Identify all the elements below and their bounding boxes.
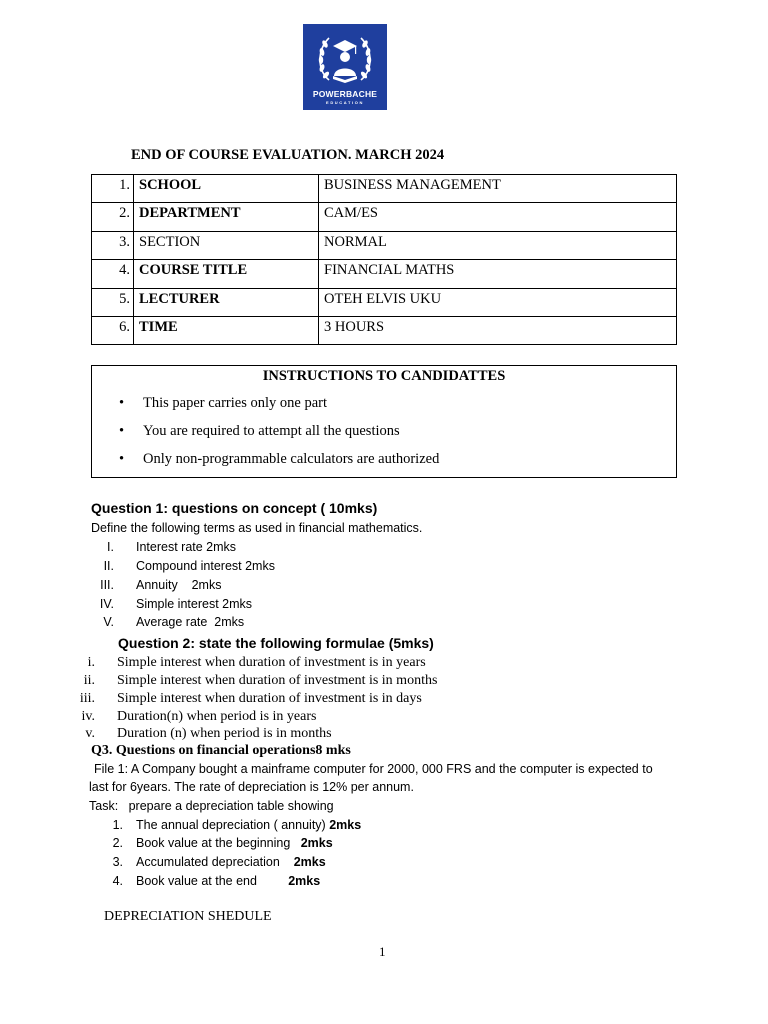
item-number: ii. bbox=[83, 673, 95, 688]
question-3-task: Task: prepare a depreciation table showing bbox=[89, 799, 334, 813]
list-item: • This paper carries only one part bbox=[119, 395, 327, 411]
list-item: Accumulated depreciation 2mks bbox=[136, 855, 326, 869]
row-number: 3. bbox=[92, 231, 134, 259]
item-number: V. bbox=[103, 615, 114, 629]
instructions-title: INSTRUCTIONS TO CANDIDATTES bbox=[262, 368, 506, 384]
logo-name: POWERBACHE bbox=[312, 89, 378, 99]
row-number: 4. bbox=[92, 260, 134, 288]
row-value: NORMAL bbox=[319, 231, 677, 259]
question-3-title: Q3. Questions on financial operations8 mks bbox=[91, 743, 351, 758]
question-3-file-line-2: last for 6years. The rate of depreciation is 12% per annum. bbox=[89, 780, 414, 794]
row-number: 1. bbox=[92, 175, 134, 203]
row-label: TIME bbox=[134, 316, 319, 344]
list-item: Book value at the beginning 2mks bbox=[136, 836, 333, 850]
row-number: 2. bbox=[92, 203, 134, 231]
list-item: Simple interest when duration of investment is in months bbox=[117, 673, 438, 688]
list-item: Interest rate 2mks bbox=[136, 540, 237, 554]
row-number: 6. bbox=[92, 316, 134, 344]
course-info-table bbox=[91, 174, 677, 345]
question-2-title: Question 2: state the following formulae (5mks) bbox=[118, 635, 434, 651]
list-item: • Only non-programmable calculators are authorized bbox=[119, 451, 440, 467]
item-number: iv. bbox=[81, 709, 95, 724]
item-number: iii. bbox=[79, 691, 95, 706]
question-1-intro: Define the following terms as used in financial mathematics. bbox=[91, 521, 423, 535]
row-number: 5. bbox=[92, 288, 134, 316]
row-value: BUSINESS MANAGEMENT bbox=[319, 175, 677, 203]
list-item: Simple interest when duration of investment is in years bbox=[117, 655, 426, 670]
row-label: COURSE TITLE bbox=[134, 260, 319, 288]
table-row bbox=[92, 316, 677, 344]
list-item: Simple interest when duration of investment is in days bbox=[117, 691, 422, 706]
row-label: SCHOOL bbox=[134, 175, 319, 203]
list-item: The annual depreciation ( annuity) 2mks bbox=[136, 818, 362, 832]
item-number: 3. bbox=[112, 855, 123, 869]
page-number: 1 bbox=[379, 944, 386, 959]
row-label: LECTURER bbox=[134, 288, 319, 316]
list-item: Average rate 2mks bbox=[136, 615, 245, 629]
logo-subtitle: EDUCATION bbox=[326, 100, 364, 105]
question-1-title: Question 1: questions on concept ( 10mks) bbox=[91, 500, 378, 516]
list-item: Duration (n) when period is in months bbox=[117, 726, 332, 741]
marks: 2mks bbox=[329, 818, 362, 832]
document-title: END OF COURSE EVALUATION. MARCH 2024 bbox=[131, 147, 445, 163]
list-item: Duration(n) when period is in years bbox=[117, 709, 317, 724]
bullet-icon: • bbox=[119, 423, 125, 439]
bullet-icon: • bbox=[119, 451, 125, 467]
table-row bbox=[92, 288, 677, 316]
marks: 2mks bbox=[300, 836, 333, 850]
question-3-file-line-1: File 1: A Company bought a mainframe computer for 2000, 000 FRS and the computer is expected to bbox=[94, 762, 653, 776]
table-row bbox=[92, 260, 677, 288]
item-number: I. bbox=[107, 540, 114, 554]
row-value: CAM/ES bbox=[319, 203, 677, 231]
list-item: Compound interest 2mks bbox=[136, 559, 275, 573]
item-number: 2. bbox=[112, 836, 123, 850]
instructions-box bbox=[91, 365, 677, 478]
marks: 2mks bbox=[288, 874, 321, 888]
schedule-title: DEPRECIATION SHEDULE bbox=[104, 909, 272, 924]
item-number: IV. bbox=[99, 597, 114, 611]
table-row bbox=[92, 203, 677, 231]
list-item: Book value at the end 2mks bbox=[136, 874, 321, 888]
row-label: SECTION bbox=[134, 231, 319, 259]
table-row bbox=[92, 231, 677, 259]
list-item: • You are required to attempt all the questions bbox=[119, 423, 400, 439]
row-value: FINANCIAL MATHS bbox=[319, 260, 677, 288]
bullet-icon: • bbox=[119, 395, 125, 411]
item-number: i. bbox=[87, 655, 95, 670]
row-value: OTEH ELVIS UKU bbox=[319, 288, 677, 316]
list-item: Annuity 2mks bbox=[136, 578, 222, 592]
item-number: 4. bbox=[112, 874, 123, 888]
row-value: 3 HOURS bbox=[319, 316, 677, 344]
row-label: DEPARTMENT bbox=[134, 203, 319, 231]
school-logo bbox=[303, 24, 387, 110]
item-number: v. bbox=[85, 726, 95, 741]
item-number: 1. bbox=[112, 818, 123, 832]
marks: 2mks bbox=[293, 855, 326, 869]
item-number: II. bbox=[103, 559, 114, 573]
list-item: Simple interest 2mks bbox=[136, 597, 253, 611]
table-row bbox=[92, 175, 677, 203]
item-number: III. bbox=[100, 578, 114, 592]
